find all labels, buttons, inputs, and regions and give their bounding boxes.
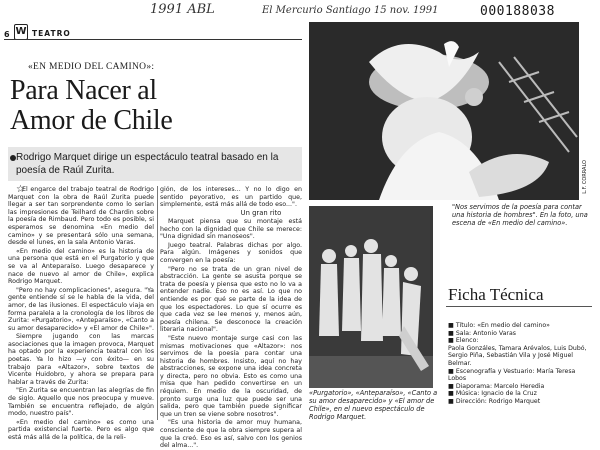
article-kicker: «EN MEDIO DEL CAMINO»: [28, 62, 155, 72]
handwritten-source: El Mercurio Santiago 15 nov. 1991 [262, 5, 439, 16]
header-rule [4, 39, 302, 40]
paragraph: Siempre jugando con las marcas asociaciones que la imagen provoca, Marquet ha optado por la experiencia teatral con los poetas. Ya lo hizo —y con éxito— en su trabajo para «Altazor», sobre textos de Vicente Huidobro, y ahora se prepara para hablar a través de Zurita: [8, 333, 154, 386]
ficha-item-music: ■ Música: Ignacio de la Cruz [448, 390, 537, 398]
paragraph: El engarce del trabajo teatral de Rodrigo Marquet con la obra de Raúl Zurita puede llegar a ser tan sorprendente como lo serían las impresiones de Teilhard de Chardin sobre la poesía de Rimbaud. Pero todo es posible, si esperamos se denomina «En medio del camino» y se presentará sólo una semana, desde el lunes, en la sala Antonio Varas. [8, 186, 154, 247]
handwritten-date: 1991 ABL [150, 2, 215, 17]
paragraph: "Es una historia de amor muy humana, consciente de que la obra siempre supera al que la creó. Eso es así, salvo con los genios del alma...". [160, 419, 302, 450]
paragraph: Juego teatral. Palabras dichas por algo. Para algún. Imágenes y sonidos que convergen en la poesía: [160, 241, 302, 264]
stage-photo-bottom [309, 206, 433, 388]
ficha-item-direction: ■ Dirección: Rodrigo Marquet [448, 397, 541, 405]
page-number: 6 [4, 30, 10, 39]
cast-scene-illustration [309, 206, 433, 388]
article-column-2-top [160, 186, 302, 210]
paragraph: "Pero no hay complicaciones", asegura. "Ya gente entiende sí se le habla de la vida, del amor, de las ilusiones. El espectáculo viaja en forma paralela a la cronología de los libros de Zurita: «Purgatorio», «Anteparaíso», «Canto a su amor desaparecido» y «El amor de Chile»". [8, 286, 154, 332]
paragraph: «En medio del camino» es la historia de una persona que está en el Purgatorio y que se va al Anteparaíso. Luego desaparece y nace de nuevo al amor de Chile», explica Rodrigo Marquet. [8, 247, 154, 286]
stage-scene-illustration [309, 22, 579, 200]
ficha-title: Ficha Técnica [448, 285, 544, 304]
paragraph: "Pero no se trata de un gran nivel de abstracción. La gente se asusta porque se trata de poesía y piensa que esto no lo va a entender nadie. Eso no es así. Lo que no entiende es por qué se parte de la idea de que los espectadores. Lo que sí ocurre es que cada vez se lee menos y, menos aún, poesía chilena. Se desconoce la creación literaria nacional". [160, 265, 302, 334]
column-divider [157, 186, 158, 420]
article-column-2 [160, 218, 302, 450]
paragraph: gión, de los intereses... Y no lo digo en sentido peyorativo, es un partido que, simplemente, está más allá de todo eso...". [160, 186, 302, 209]
paragraph: "Este nuevo montaje surge casi con las mismas motivaciones que «Altazor»: nos servimos de la poesía para contar una historia de hombres. Insisto, aquí no hay abstracciones, se expone una idea concreta y directa, pero no obvia. Esto es como una misa que han pedido convertirse en un réquiem. En medio de la oscuridad, de pronto surge una luz que puede ser una salida, pero que también puede significar que un tren se viene sobre nosotros". [160, 334, 302, 418]
ficha-item-title: ■ Título: «En medio del camino» [448, 322, 550, 329]
photo-credit: L.F. CORRALO [582, 160, 588, 194]
ficha-item-venue: ■ Sala: Antonio Varas [448, 329, 516, 337]
paragraph: "En Zurita se encuentran las alegrías de fin de siglo. Aquello que nos preocupa y mueve. También se encuentra reflejado, de algún modo, nuestro país". [8, 387, 154, 418]
paragraph: «En medio del camino» es como una partida existencial fuerte. Pero es algo que está más allá de la política, de la reli- [8, 418, 154, 441]
section-logo: W [14, 24, 28, 40]
stage-photo-top [309, 22, 579, 200]
article-column-1 [8, 186, 154, 441]
ficha-rule [446, 306, 592, 307]
star-icon: ☆ [16, 184, 25, 195]
paragraph: Marquet piensa que su montaje está hecho con la dignidad que Chile se merece: "Una dignidad sin manoseos". [160, 218, 302, 241]
bottom-photo-caption: «Purgatorio», «Anteparaíso», «Canto a su amor desaparecido» y «El amor de Chile», en el nuevo espectáculo de Rodrigo Marquet. [309, 389, 438, 421]
catalog-number: 000188038 [480, 4, 555, 19]
top-photo-caption: "Nos servimos de la poesía para contar una historia de hombres". En la foto, una escena de «En medio del camino». [452, 203, 588, 227]
subhead: Un gran rito [240, 209, 282, 217]
article-deck: Rodrigo Marquet dirige un espectáculo teatral basado en la poesía de Raúl Zurita. [16, 152, 279, 176]
article-title-line-1: Para Nacer al [10, 75, 157, 106]
section-label: TEATRO [32, 29, 71, 38]
ficha-item-cast: Paola Gonzáles, Tamara Arévalos, Luis Dubó, Sergio Piña, Sebastián Vila y José Miguel Belmar. [448, 344, 587, 367]
ficha-item-cast-label: ■ Elenco: [448, 337, 479, 345]
ficha-item-design: ■ Escenografía y Vestuario: María Teresa Lobos [448, 367, 576, 383]
article-title-line-2: Amor de Chile [10, 105, 173, 136]
ficha-list [448, 322, 594, 406]
ficha-item-slides: ■ Diaporama: Marcelo Heredia [448, 382, 545, 390]
